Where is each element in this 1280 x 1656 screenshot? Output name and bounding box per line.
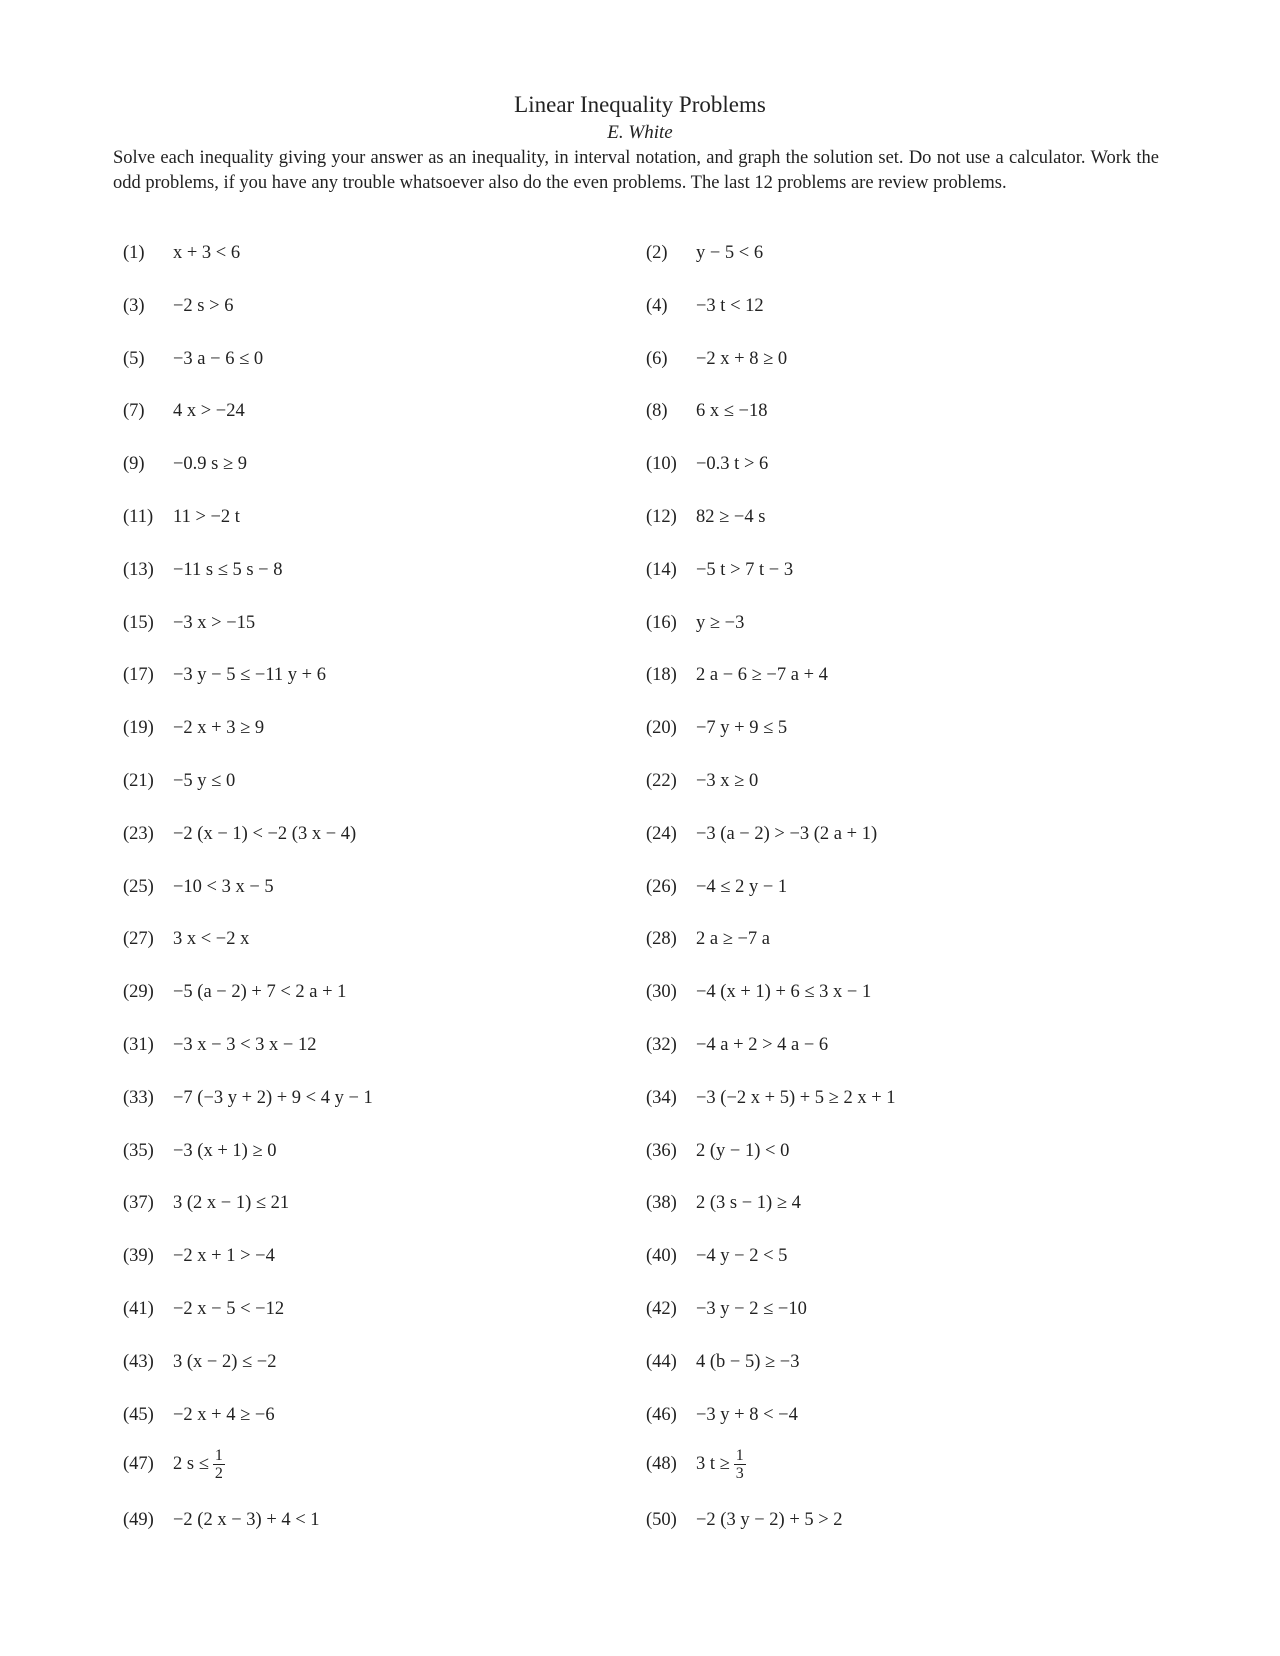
problem-item bbox=[646, 771, 758, 792]
problem-number: (38) bbox=[646, 1193, 677, 1214]
fraction bbox=[213, 1447, 225, 1482]
problem-inequality: −4 y − 2 < 5 bbox=[696, 1246, 788, 1267]
problem-number: (3) bbox=[123, 295, 145, 316]
problem-inequality: 82 ≥ −4 s bbox=[696, 507, 766, 527]
document-author: E. White bbox=[607, 122, 673, 143]
problem-inequality: −4 (x + 1) + 6 ≤ 3 x − 1 bbox=[696, 982, 872, 1003]
problem-inequality: −3 x > −15 bbox=[173, 612, 256, 633]
problem-item bbox=[123, 1088, 373, 1109]
problem-item bbox=[646, 1246, 787, 1267]
problem-item bbox=[123, 560, 282, 581]
problem-number: (6) bbox=[646, 348, 668, 369]
problem-inequality: −7 y + 9 ≤ 5 bbox=[696, 718, 788, 739]
problem-number: (45) bbox=[123, 1404, 154, 1425]
problem-inequality: 3 x < −2 x bbox=[173, 929, 250, 950]
problem-item bbox=[646, 1193, 801, 1214]
problem-item bbox=[123, 1510, 320, 1531]
problem-item bbox=[646, 929, 770, 950]
problem-number: (39) bbox=[123, 1246, 154, 1267]
problem-number: (32) bbox=[646, 1035, 677, 1055]
problem-number: (15) bbox=[123, 612, 154, 633]
problem-item bbox=[123, 401, 245, 422]
problem-item bbox=[123, 1035, 316, 1056]
problem-inequality: −10 < 3 x − 5 bbox=[173, 876, 274, 897]
problem-item bbox=[646, 613, 744, 634]
problem-inequality: 3 (x − 2) ≤ −2 bbox=[173, 1351, 277, 1372]
problem-number: (36) bbox=[646, 1140, 677, 1161]
problem-item bbox=[646, 1299, 807, 1320]
problem-item bbox=[123, 929, 249, 950]
problem-item bbox=[646, 454, 768, 475]
problem-inequality: x + 3 < 6 bbox=[173, 243, 241, 263]
problem-inequality: −0.9 s ≥ 9 bbox=[173, 454, 248, 475]
problem-inequality: −2 x + 1 > −4 bbox=[173, 1246, 275, 1267]
problem-number: (49) bbox=[123, 1510, 154, 1531]
problem-item bbox=[123, 1246, 275, 1267]
problem-item bbox=[123, 1299, 284, 1320]
problem-inequality: −5 t > 7 t − 3 bbox=[696, 559, 794, 580]
problem-inequality: 4 (b − 5) ≥ −3 bbox=[696, 1351, 800, 1372]
problem-number: (46) bbox=[646, 1404, 677, 1425]
problem-item bbox=[646, 1141, 789, 1162]
problem-inequality: −3 y − 2 ≤ −10 bbox=[696, 1299, 807, 1319]
problem-number: (18) bbox=[646, 665, 677, 686]
problem-number: (40) bbox=[646, 1246, 677, 1267]
problem-number: (14) bbox=[646, 559, 677, 580]
problem-inequality: −2 (x − 1) < −2 (3 x − 4) bbox=[173, 823, 357, 844]
problem-number: (5) bbox=[123, 348, 145, 369]
problem-item bbox=[123, 877, 274, 898]
problem-inequality: −3 y − 5 ≤ −11 y + 6 bbox=[173, 665, 326, 686]
problem-number: (7) bbox=[123, 401, 145, 422]
problem-item bbox=[123, 771, 235, 792]
problem-number: (20) bbox=[646, 718, 677, 739]
fraction-denominator: 2 bbox=[214, 1465, 223, 1483]
problem-number: (16) bbox=[646, 612, 677, 633]
problem-item bbox=[646, 1447, 746, 1482]
problem-item bbox=[123, 1447, 225, 1482]
problem-number: (12) bbox=[646, 507, 677, 527]
problem-item bbox=[123, 507, 240, 528]
fraction-denominator: 3 bbox=[735, 1465, 744, 1483]
problem-item bbox=[123, 296, 233, 317]
problem-inequality: 4 x > −24 bbox=[173, 401, 245, 422]
problem-item bbox=[123, 1193, 289, 1214]
problem-inequality: −3 y + 8 < −4 bbox=[696, 1404, 798, 1425]
problem-number: (8) bbox=[646, 401, 668, 422]
problem-number: (26) bbox=[646, 876, 677, 897]
problem-item bbox=[646, 824, 877, 845]
problem-item bbox=[646, 665, 828, 686]
problem-inequality: −3 t < 12 bbox=[696, 295, 764, 316]
problem-number: (33) bbox=[123, 1087, 154, 1108]
problem-inequality: −4 a + 2 > 4 a − 6 bbox=[696, 1035, 829, 1055]
problem-item bbox=[646, 243, 763, 264]
problem-inequality: 3 t ≥ bbox=[696, 1454, 730, 1475]
problem-inequality: −2 (2 x − 3) + 4 < 1 bbox=[173, 1510, 320, 1531]
problem-item bbox=[646, 1510, 843, 1531]
problem-inequality: 2 s ≤ bbox=[173, 1454, 209, 1475]
problem-inequality: −2 x − 5 < −12 bbox=[173, 1299, 285, 1319]
problem-item bbox=[123, 665, 326, 686]
problem-inequality: −3 (a − 2) > −3 (2 a + 1) bbox=[696, 823, 878, 844]
problem-item bbox=[646, 1405, 798, 1426]
problem-item bbox=[646, 718, 787, 739]
problem-number: (44) bbox=[646, 1351, 677, 1372]
problem-inequality: −7 (−3 y + 2) + 9 < 4 y − 1 bbox=[173, 1087, 373, 1108]
problem-number: (35) bbox=[123, 1140, 154, 1161]
problem-number: (4) bbox=[646, 295, 668, 316]
problem-item bbox=[123, 243, 240, 264]
problem-number: (17) bbox=[123, 665, 154, 686]
problem-number: (21) bbox=[123, 771, 154, 791]
problem-number: (19) bbox=[123, 718, 154, 739]
problem-number: (28) bbox=[646, 929, 677, 950]
problem-number: (23) bbox=[123, 823, 154, 844]
problem-inequality: −2 x + 8 ≥ 0 bbox=[696, 348, 788, 369]
problem-number: (34) bbox=[646, 1087, 677, 1108]
problem-item bbox=[646, 560, 793, 581]
problem-inequality: y ≥ −3 bbox=[696, 612, 745, 633]
problem-item bbox=[646, 1088, 896, 1109]
problem-inequality: 2 a ≥ −7 a bbox=[696, 929, 771, 950]
problem-number: (37) bbox=[123, 1193, 154, 1214]
problem-inequality: −2 x + 4 ≥ −6 bbox=[173, 1404, 275, 1425]
fraction bbox=[734, 1447, 746, 1482]
problem-item bbox=[646, 349, 787, 370]
problem-item bbox=[646, 1352, 799, 1373]
problem-inequality: 11 > −2 t bbox=[173, 507, 240, 527]
document-title: Linear Inequality Problems bbox=[514, 92, 766, 117]
problem-inequality: −2 x + 3 ≥ 9 bbox=[173, 718, 265, 739]
problem-inequality: −11 s ≤ 5 s − 8 bbox=[173, 559, 283, 580]
problem-number: (29) bbox=[123, 982, 154, 1003]
problem-inequality: −2 s > 6 bbox=[173, 295, 234, 316]
problem-number: (31) bbox=[123, 1035, 154, 1055]
problem-item bbox=[123, 349, 263, 370]
problem-item bbox=[646, 507, 765, 528]
problem-item bbox=[646, 1035, 828, 1056]
problem-inequality: −4 ≤ 2 y − 1 bbox=[696, 876, 788, 897]
problem-number: (50) bbox=[646, 1510, 677, 1531]
problem-item bbox=[123, 982, 346, 1003]
fraction-numerator: 1 bbox=[214, 1447, 223, 1465]
problem-inequality: −0.3 t > 6 bbox=[696, 454, 769, 475]
problem-inequality: 2 a − 6 ≥ −7 a + 4 bbox=[696, 665, 828, 686]
problem-number: (13) bbox=[123, 559, 154, 580]
problem-number: (22) bbox=[646, 771, 677, 791]
problem-item bbox=[646, 877, 787, 898]
problem-item bbox=[646, 982, 871, 1003]
problem-item bbox=[646, 401, 767, 422]
problem-item bbox=[123, 1352, 276, 1373]
fraction-numerator: 1 bbox=[735, 1447, 744, 1465]
problem-inequality: 3 (2 x − 1) ≤ 21 bbox=[173, 1193, 290, 1214]
problem-inequality: −2 (3 y − 2) + 5 > 2 bbox=[696, 1510, 843, 1531]
problem-inequality: −3 x − 3 < 3 x − 12 bbox=[173, 1035, 317, 1055]
problem-item bbox=[646, 296, 764, 317]
problem-item bbox=[123, 1405, 275, 1426]
problem-number: (43) bbox=[123, 1351, 154, 1372]
problem-number: (27) bbox=[123, 929, 154, 950]
problem-number: (24) bbox=[646, 823, 677, 844]
problem-inequality: −3 a − 6 ≤ 0 bbox=[173, 348, 264, 369]
problem-inequality: y − 5 < 6 bbox=[696, 243, 764, 263]
problem-inequality: 2 (3 s − 1) ≥ 4 bbox=[696, 1193, 801, 1214]
problem-number: (11) bbox=[123, 507, 154, 527]
problem-inequality: 6 x ≤ −18 bbox=[696, 401, 768, 422]
instructions-paragraph: Solve each inequality giving your answer as an inequality, in interval notation, and graph the solution set. Do not use a calculator. Work the odd problems, if you have any trouble whatsoever also do the even problems. The last 12 problems are review problems. bbox=[113, 148, 1159, 193]
problem-number: (42) bbox=[646, 1299, 677, 1319]
problem-item bbox=[123, 1141, 276, 1162]
problem-item bbox=[123, 824, 356, 845]
problem-number: (48) bbox=[646, 1454, 677, 1475]
problem-number: (30) bbox=[646, 982, 677, 1003]
problem-inequality: −5 (a − 2) + 7 < 2 a + 1 bbox=[173, 982, 347, 1003]
problem-item bbox=[123, 454, 247, 475]
problem-inequality: −5 y ≤ 0 bbox=[173, 771, 236, 791]
problem-item bbox=[123, 613, 255, 634]
problem-number: (25) bbox=[123, 876, 154, 897]
problem-inequality: −3 (−2 x + 5) + 5 ≥ 2 x + 1 bbox=[696, 1087, 896, 1108]
problem-number: (9) bbox=[123, 454, 145, 475]
problem-number: (10) bbox=[646, 454, 677, 475]
problem-number: (41) bbox=[123, 1299, 154, 1319]
problem-inequality: −3 x ≥ 0 bbox=[696, 771, 759, 791]
problem-number: (2) bbox=[646, 243, 668, 263]
problem-item bbox=[123, 718, 264, 739]
problem-inequality: 2 (y − 1) < 0 bbox=[696, 1140, 790, 1161]
problem-inequality: −3 (x + 1) ≥ 0 bbox=[173, 1140, 277, 1161]
problem-number: (47) bbox=[123, 1454, 154, 1475]
problem-number: (1) bbox=[123, 243, 145, 263]
